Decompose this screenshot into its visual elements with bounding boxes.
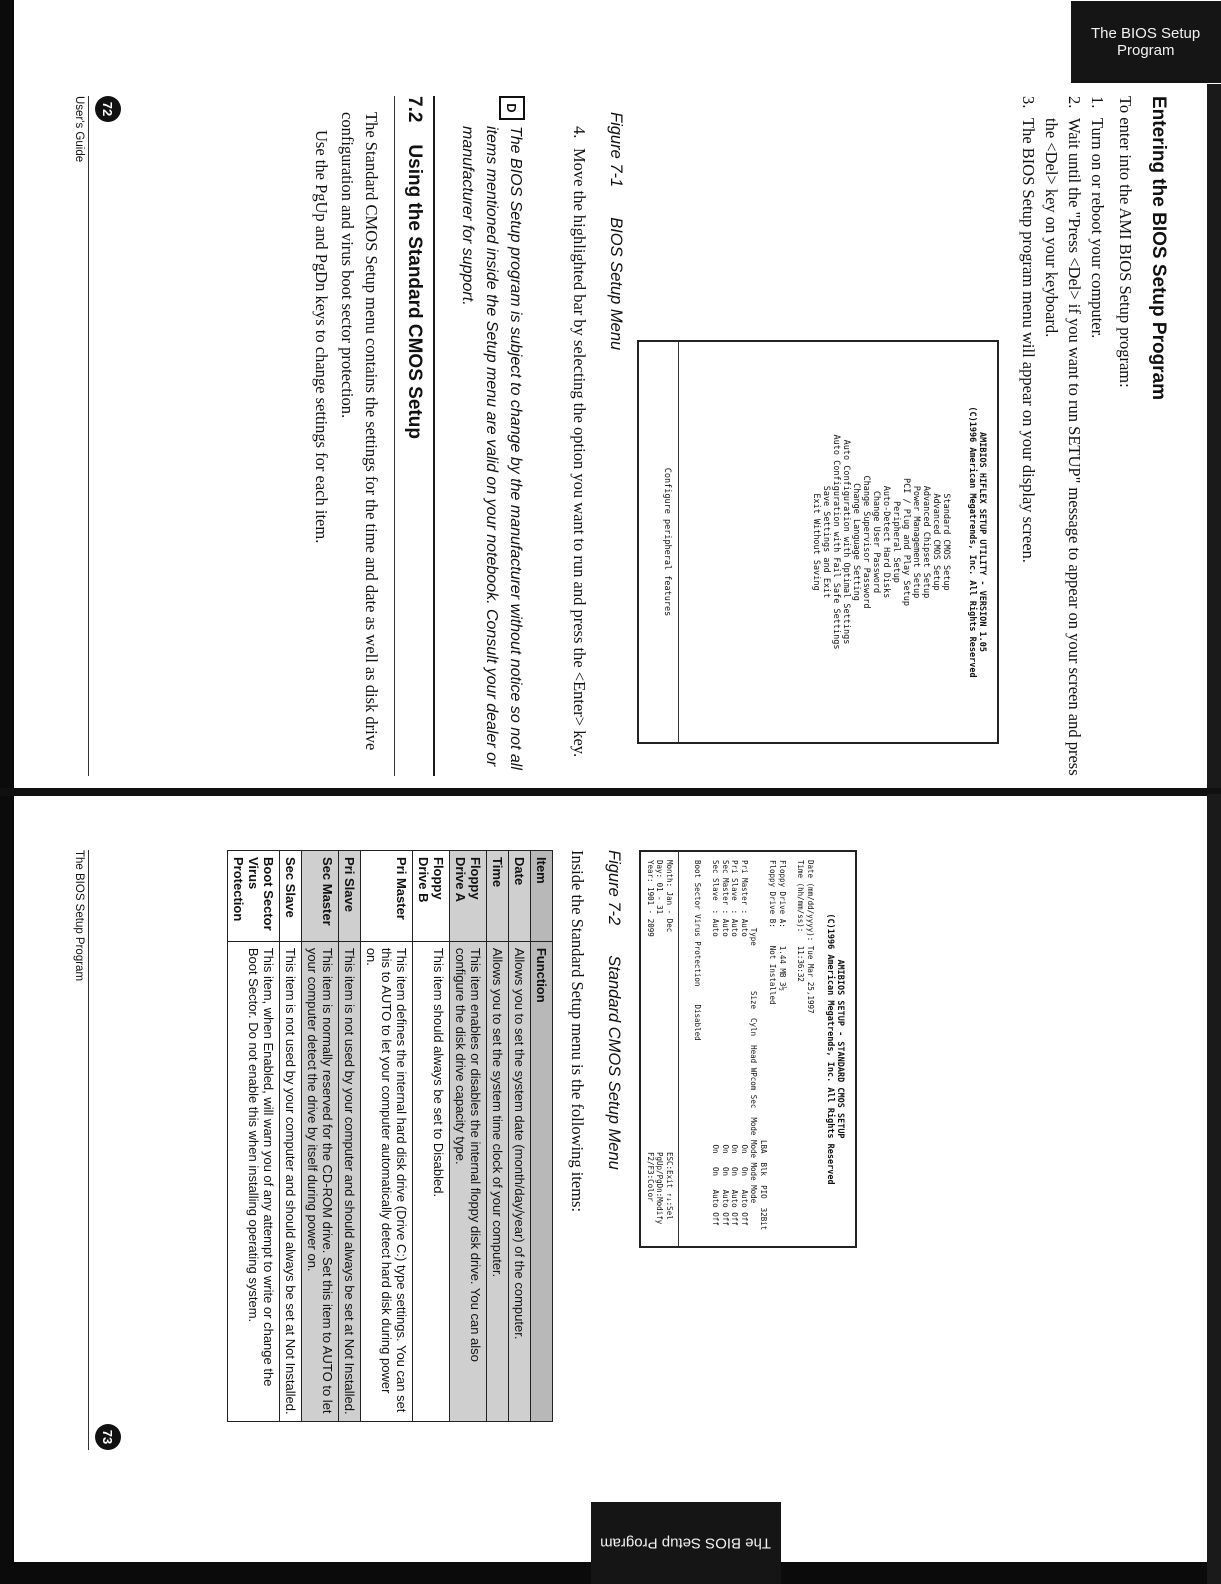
section-rule-thin bbox=[394, 96, 395, 776]
item-cell: Date bbox=[509, 851, 531, 942]
item-cell: Pri Slave bbox=[339, 851, 361, 942]
standard-cmos-setup-screen bbox=[639, 850, 857, 1248]
cmos-line: Sec Master : Auto On On Auto Off bbox=[721, 860, 730, 1226]
cmos-line: Pri Master : Auto On On Auto Off bbox=[740, 860, 749, 1226]
intro-text: To enter into the AMI BIOS Setup program: bbox=[1116, 96, 1135, 388]
scan-band-top-right bbox=[1207, 794, 1221, 1584]
function-cell: This item should always be set to Disabled. bbox=[413, 941, 450, 1421]
cmos-description: The Standard CMOS Setup menu contains the settings for the time and date as well as disk drive configuration and virus boot sector protection. bbox=[338, 112, 381, 751]
bios-menu-item: Standard CMOS Setup bbox=[941, 493, 951, 591]
cmos-line: Type Size Cyln Head WPcom Sec Mode Mode Mode Mode bbox=[749, 860, 759, 1204]
cmos-line: Date (mm/dd/yyyy): Tue Mar 25,1997 bbox=[806, 860, 815, 1014]
manufacturer-note: The BIOS Setup program is subject to change by the manufacturer without notice so not all items mentioned inside the Setup menu are valid on your notebook. Consult your dealer or manufacturer for support. bbox=[459, 126, 524, 770]
standard-setup-items-table bbox=[227, 850, 553, 1422]
cmos-line: Sec Slave : Auto On On Auto Off bbox=[711, 860, 721, 1226]
section-heading-7-1 bbox=[1147, 96, 1169, 400]
table-row bbox=[487, 851, 509, 1422]
cmos-key-help: ESC:Exit ↑↓:Sel PgUp/PgDn:Modify F2/F3:Color bbox=[646, 1152, 674, 1225]
footer-users-guide: User's Guide bbox=[73, 96, 85, 163]
bios-menu-item: Change Supervisor Password bbox=[861, 475, 871, 609]
table-header-row bbox=[531, 851, 553, 1422]
table-row bbox=[361, 851, 413, 1422]
bios-menu-item: Advanced CMOS Setup bbox=[931, 493, 941, 591]
function-cell: This item, when Enabled, will warn you of any attempt to write or change the Boot Sector. Do not enable this when installing operating system. bbox=[228, 941, 280, 1421]
section-rule bbox=[433, 96, 435, 776]
bios-menu-item: Change Language Setting bbox=[851, 483, 861, 601]
step-3: 3. The BIOS Setup program menu will appear on your display screen. bbox=[1019, 96, 1038, 563]
function-cell: Allows you to set the system time clock of your computer. bbox=[487, 941, 509, 1421]
bios-menu-item: Auto Configuration with Optimal Settings bbox=[841, 439, 851, 645]
bios-menu-item: Peripheral Setup bbox=[891, 501, 901, 583]
cmos-line bbox=[702, 860, 711, 1230]
page-number-73: 73 bbox=[95, 1424, 121, 1450]
item-cell: Boot Sector Virus Protection bbox=[228, 851, 280, 942]
cmos-line: Pri Slave : Auto On On Auto Off bbox=[730, 860, 740, 1226]
table-row bbox=[302, 851, 339, 1422]
bios-menu-item: Advanced Chipset Setup bbox=[921, 485, 931, 599]
figure-7-1-caption: Figure 7-1BIOS Setup Menu bbox=[607, 112, 625, 351]
bios-menu-item: Save Settings and Exit bbox=[821, 485, 831, 599]
bios-header: AMIBIOS HIFLEX SETUP UTILITY - VERSION 1.05 (C)1996 American Megatrends, Inc. All Rights Reserved bbox=[967, 406, 987, 678]
section-heading-7-2: 7.2Using the Standard CMOS Setup bbox=[404, 96, 425, 439]
step-2: 2. Wait until the "Press <Del> if you want to run SETUP" message to appear on your screen and press the <Del> key on your keyboard. bbox=[1042, 96, 1084, 776]
bios-menu-item: Exit Without Saving bbox=[811, 493, 821, 591]
bios-menu-item: Auto-Detect Hard Disks bbox=[881, 485, 891, 599]
bios-setup-menu-screen bbox=[637, 340, 999, 744]
table-row bbox=[509, 851, 531, 1422]
function-cell: This item is normally reserved for the CD-ROM drive. Set this item to AUTO to let your computer detect the drive by itself during power on. bbox=[302, 941, 339, 1421]
cmos-line: Floppy Drive A: 1.44 MB 3½ bbox=[778, 860, 787, 991]
bios-status-line: Configure peripheral features bbox=[662, 342, 679, 742]
setup-step-4 bbox=[568, 126, 591, 776]
page-number-72: 72 bbox=[95, 96, 121, 122]
step-1: 1. Turn on or reboot your computer. bbox=[1088, 96, 1107, 339]
bios-menu-item: Power Management Setup bbox=[911, 485, 921, 599]
function-cell: This item is not used by your computer and should always be set at Not Installed. bbox=[280, 941, 302, 1421]
footer-rule-right bbox=[88, 850, 89, 1450]
item-cell: Time bbox=[487, 851, 509, 942]
bios-menu-item: Auto Configuration with Fail Safe Settings bbox=[831, 434, 841, 650]
cmos-line: LBA Blk PIO 32Bit bbox=[759, 860, 768, 1231]
table-row bbox=[450, 851, 487, 1422]
pgup-pgdn-hint: Use the PgUp and PgDn keys to change settings for each item. bbox=[312, 130, 331, 544]
bios-menu-item: Change User Password bbox=[871, 490, 881, 594]
page-73 bbox=[0, 794, 1221, 1584]
function-cell: This item is not used by your computer and should always be set at Not Installed. bbox=[339, 941, 361, 1421]
section-title: Entering the BIOS Setup Program bbox=[1148, 96, 1169, 401]
cmos-header: AMIBIOS SETUP - STANDARD CMOS SETUP (C)1996 American Megatrends, Inc. All Rights Reserved bbox=[825, 913, 845, 1185]
bios-menu-list bbox=[811, 342, 951, 742]
item-cell: Pri Master bbox=[361, 851, 413, 942]
chapter-tab-left: The BIOS Setup Program bbox=[1071, 1, 1221, 83]
figure-7-2-caption: Figure 7-2Standard CMOS Setup Menu bbox=[605, 850, 623, 1170]
cmos-line bbox=[787, 860, 796, 1230]
item-cell: Sec Master bbox=[302, 851, 339, 942]
page-72 bbox=[0, 0, 1221, 790]
column-header-item: Item bbox=[531, 851, 553, 942]
column-header-function: Function bbox=[531, 941, 553, 1421]
cmos-fields bbox=[693, 860, 816, 1230]
footer-rule bbox=[88, 96, 89, 776]
function-cell: Allows you to set the system date (month/day/year) of the computer. bbox=[509, 941, 531, 1421]
chapter-tab-right: The BIOS Setup Program bbox=[591, 1502, 781, 1584]
footer-bios-setup-program: The BIOS Setup Program bbox=[73, 850, 85, 982]
bios-menu-item: PCI / Plug and Play Setup bbox=[901, 478, 911, 606]
table-row bbox=[228, 851, 280, 1422]
table-lead-in: Inside the Standard Setup menu is the following items: bbox=[568, 850, 587, 1213]
scan-band-top bbox=[1207, 84, 1221, 790]
cmos-line: Boot Sector Virus Protection Disabled bbox=[693, 860, 702, 1041]
function-cell: This item defines the internal hard disk drive (Drive C:) type settings. You can set this to AUTO to let your computer automatically detect hard disk during power on. bbox=[361, 941, 413, 1421]
item-cell: Sec Slave bbox=[280, 851, 302, 942]
note-icon: D bbox=[499, 96, 525, 120]
item-cell: Floppy Drive B bbox=[413, 851, 450, 942]
cmos-help-box bbox=[646, 852, 679, 1246]
cmos-range-help: Month: Jan - Dec Day: 01 - 31 Year: 1901 - 2099 bbox=[646, 860, 674, 937]
setup-steps bbox=[1017, 96, 1109, 786]
step-4: 4. Move the highlighted bar by selecting the option you want to run and press the <Enter> key. bbox=[570, 126, 589, 758]
cmos-line: Floppy Drive B: Not Installed bbox=[768, 860, 778, 1005]
cmos-line: Time (hh/mm/ss): 11:36:32 bbox=[796, 860, 806, 982]
table-row bbox=[280, 851, 302, 1422]
table-row bbox=[413, 851, 450, 1422]
item-cell: Floppy Drive A bbox=[450, 851, 487, 942]
function-cell: This item enables or disables the internal floppy disk drive. You can also configure the disk drive capacity type. bbox=[450, 941, 487, 1421]
table-row bbox=[339, 851, 361, 1422]
